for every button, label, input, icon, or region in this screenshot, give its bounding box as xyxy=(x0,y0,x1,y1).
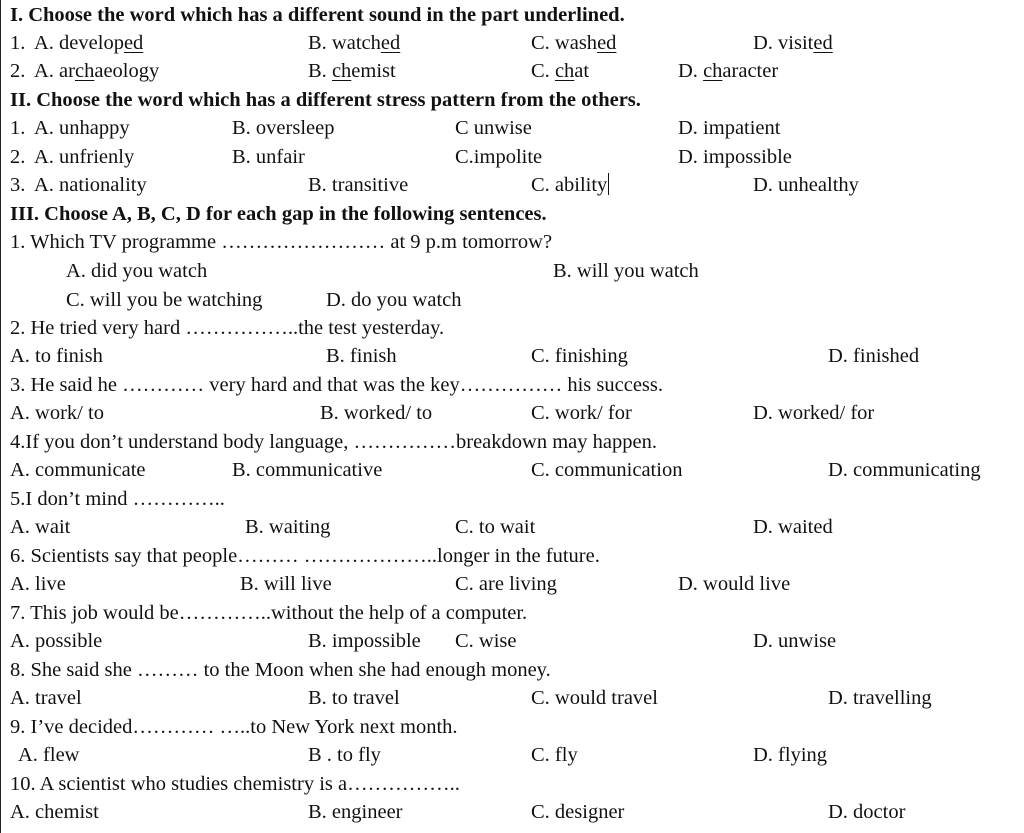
option-c: C.impolite xyxy=(455,146,543,168)
option-d: D. do you watch xyxy=(326,289,462,311)
option-c: C. work/ for xyxy=(531,402,632,424)
option-a: A. archaeology xyxy=(34,60,160,82)
option-b: B. chemist xyxy=(308,60,396,82)
option-c: C. washed xyxy=(531,32,617,54)
s3-q4-stem xyxy=(0,428,1024,456)
question-text: 6. Scientists say that people……… ………………..longer in the future. xyxy=(10,545,600,567)
s3-q2-stem xyxy=(0,314,1024,342)
option-b: B. watched xyxy=(308,32,401,54)
option-b: B. unfair xyxy=(232,146,305,168)
question-text: 7. This job would be…………..without the help of a computer. xyxy=(10,602,528,624)
option-d: D. character xyxy=(678,60,779,82)
option-b: B. transitive xyxy=(308,174,409,196)
question-text: 3. He said he ………… very hard and that was the key…………… his success. xyxy=(10,374,664,396)
option-b: B. will you watch xyxy=(553,260,699,282)
question-number: 2. xyxy=(10,146,26,168)
option-a: A. work/ to xyxy=(10,402,104,424)
s1-question-2 xyxy=(0,57,1024,85)
question-text: 10. A scientist who studies chemistry is a…………….. xyxy=(10,773,460,795)
option-b: B. worked/ to xyxy=(320,402,433,424)
option-a: A. chemist xyxy=(10,801,99,823)
option-d: D. communicating xyxy=(828,459,981,481)
section-2-heading-line xyxy=(0,86,1024,114)
option-d: D. unwise xyxy=(753,630,837,652)
option-a: A. wait xyxy=(10,516,71,538)
option-a: A. did you watch xyxy=(66,260,208,282)
question-text: 9. I’ve decided………… …..to New York next month. xyxy=(10,716,458,738)
s3-q9-options xyxy=(0,741,1024,769)
option-a: A. nationality xyxy=(34,174,147,196)
question-text: 1. Which TV programme …………………… at 9 p.m tomorrow? xyxy=(10,231,553,253)
section-3-heading-line xyxy=(0,200,1024,228)
s3-q2-options xyxy=(0,342,1024,370)
s3-q7-stem xyxy=(0,599,1024,627)
option-b: B . to fly xyxy=(308,744,381,766)
option-c: C. are living xyxy=(455,573,557,595)
question-text: 2. He tried very hard ……………..the test yesterday. xyxy=(10,317,445,339)
option-d: D. impossible xyxy=(678,146,792,168)
s3-q4-options xyxy=(0,456,1024,484)
option-c: C. fly xyxy=(531,744,578,766)
option-a: A. developed xyxy=(34,32,144,54)
question-number: 1. xyxy=(10,32,26,54)
option-a: A. unfrienly xyxy=(34,146,135,168)
option-c: C unwise xyxy=(455,117,532,139)
option-a: A. unhappy xyxy=(34,117,130,139)
s3-q5-stem xyxy=(0,485,1024,513)
option-d: D. finished xyxy=(828,345,920,367)
option-a: A. live xyxy=(10,573,66,595)
option-d: D. travelling xyxy=(828,687,932,709)
option-c: C. designer xyxy=(531,801,625,823)
text-cursor xyxy=(608,173,609,195)
option-d: D. flying xyxy=(753,744,828,766)
question-number: 1. xyxy=(10,117,26,139)
option-d: D. unhealthy xyxy=(753,174,859,196)
s3-q6-options xyxy=(0,570,1024,598)
s3-q1-options-row-2 xyxy=(0,286,1024,314)
option-c: C. communication xyxy=(531,459,683,481)
section-1-heading: I. Choose the word which has a different sound in the part underlined. xyxy=(10,4,625,26)
s3-q3-stem xyxy=(0,371,1024,399)
option-d: D. doctor xyxy=(828,801,906,823)
question-number: 3. xyxy=(10,174,26,196)
section-3-heading: III. Choose A, B, C, D for each gap in the following sentences. xyxy=(10,203,547,225)
option-a: A. to finish xyxy=(10,345,103,367)
s1-question-1 xyxy=(0,29,1024,57)
option-b: B. engineer xyxy=(308,801,403,823)
option-d: D. impatient xyxy=(678,117,781,139)
option-c: C. to wait xyxy=(455,516,536,538)
option-d: D. waited xyxy=(753,516,833,538)
option-d: D. visited xyxy=(753,32,833,54)
s3-q8-options xyxy=(0,684,1024,712)
question-text: 4.If you don’t understand body language, ……………breakdown may happen. xyxy=(10,431,657,453)
s3-q3-options xyxy=(0,399,1024,427)
option-d: D. worked/ for xyxy=(753,402,875,424)
question-text: 8. She said she ……… to the Moon when she had enough money. xyxy=(10,659,551,681)
option-a: A. travel xyxy=(10,687,82,709)
option-c: C. would travel xyxy=(531,687,658,709)
option-c: C. will you be watching xyxy=(66,289,263,311)
option-c: C. wise xyxy=(455,630,517,652)
s3-q10-options xyxy=(0,798,1024,826)
s3-q6-stem xyxy=(0,542,1024,570)
option-b: B. waiting xyxy=(245,516,331,538)
question-number: 2. xyxy=(10,60,26,82)
option-b: B. will live xyxy=(240,573,332,595)
s3-q10-stem xyxy=(0,770,1024,798)
option-d: D. would live xyxy=(678,573,791,595)
option-b: B. communicative xyxy=(232,459,383,481)
s2-question-3 xyxy=(0,171,1024,199)
option-b: B. impossible xyxy=(308,630,421,652)
section-2-heading: II. Choose the word which has a different stress pattern from the others. xyxy=(10,89,641,111)
s2-question-2 xyxy=(0,143,1024,171)
option-b: B. to travel xyxy=(308,687,400,709)
option-b: B. finish xyxy=(326,345,397,367)
option-c: C. ability xyxy=(531,174,608,196)
option-b: B. oversleep xyxy=(232,117,335,139)
s2-question-1 xyxy=(0,114,1024,142)
s3-q7-options xyxy=(0,627,1024,655)
s3-q5-options xyxy=(0,513,1024,541)
s3-q1-stem xyxy=(0,228,1024,256)
option-a: A. communicate xyxy=(10,459,146,481)
s3-q8-stem xyxy=(0,656,1024,684)
option-c: C. finishing xyxy=(531,345,628,367)
s3-q9-stem xyxy=(0,713,1024,741)
option-a: A. possible xyxy=(10,630,103,652)
question-text: 5.I don’t mind ………….. xyxy=(10,488,225,510)
option-a: A. flew xyxy=(18,744,80,766)
section-1-heading-line xyxy=(0,1,1024,29)
s3-q1-options-row-1 xyxy=(0,257,1024,285)
option-c: C. chat xyxy=(531,60,590,82)
